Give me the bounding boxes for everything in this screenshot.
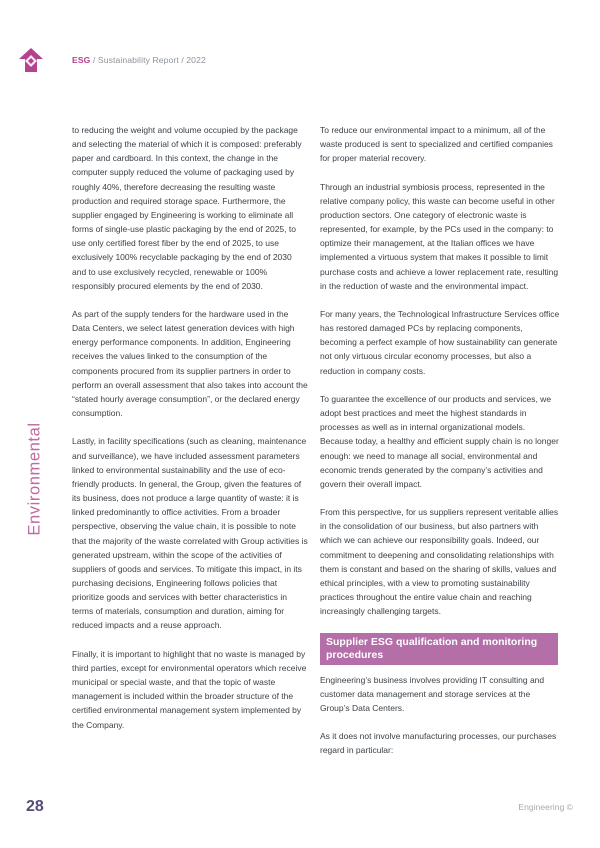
page-header bbox=[72, 55, 206, 65]
engineering-logo-icon bbox=[18, 47, 44, 73]
paragraph: As it does not involve manufacturing processes, our purchases regard in particular: bbox=[320, 731, 557, 756]
paragraph: To reduce our environmental impact to a minimum, all of the waste produced is sent to specialized and certified companies for proper material recovery. bbox=[320, 125, 553, 164]
right-column bbox=[320, 123, 560, 757]
side-section-label bbox=[25, 422, 44, 536]
paragraph: As part of the supply tenders for the hardware used in the Data Centers, we select latest generation devices with high energy performance components. In addition, Engineering receives the values linked to the consumption of the components procured from its supplier partners in order to perform an overall assessment that also takes into account the “stated hourly average consumption”, or the declared energy consumption. bbox=[72, 309, 308, 419]
paragraph: Through an industrial symbiosis process, represented in the relative company policy, this waste can become useful in other production sectors. One category of electronic waste is represented, for example, by the PCs used in the company: to optimize their management, at the Italian offices we have implemented a virtuous system that makes it possible to limit purchase costs and achieve a lower replacement rate, resulting in the reduction of waste and the environmental impact. bbox=[320, 181, 559, 291]
paragraph: Lastly, in facility specifications (such as cleaning, maintenance and surveillance), we have included assessment parameters linked to environmental sustainability and the use of eco-friendly products. In general, the Group, given the features of its business, does not produce a large quantity of waste: it is linked predominantly to office activities. From a broader perspective, observing the value chain, it is possible to note that the majority of the waste correlated with Group activities is generated upstream, within the scope of the activities of suppliers of goods and services. To mitigate this impact, in its purchasing decisions, Engineering follows policies that prioritize goods and services with better characteristics in terms of materials, consumption and duration, aiming for reduced impacts and a reuse approach. bbox=[72, 436, 308, 631]
left-column bbox=[72, 123, 308, 732]
paragraph: Engineering’s business involves providing IT consulting and customer data management and storage services at the Group’s Data Centers. bbox=[320, 674, 545, 713]
side-label-text: Environmental bbox=[25, 422, 44, 536]
header-breadcrumb: / Sustainability Report / 2022 bbox=[92, 55, 206, 65]
paragraph: Finally, it is important to highlight that no waste is managed by third parties, except for environmental operators which receive municipal or special waste, and that the topic of waste management is included within the broader structure of the certified environmental management system implemented by the Company. bbox=[72, 648, 307, 730]
header-section-label: ESG bbox=[72, 55, 91, 65]
footer-brand: Engineering © bbox=[518, 802, 573, 812]
section-heading: Supplier ESG qualification and monitoring procedures bbox=[320, 633, 558, 665]
paragraph: To guarantee the excellence of our products and services, we adopt best practices and meet the highest standards in processes as well as in internal organizational models. Because today, a healthy and efficient supply chain is no longer enough: we need to manage all social, environmental and economic trends generated by the company’s activities and govern their overall impact. bbox=[320, 393, 559, 489]
page-number: 28 bbox=[26, 798, 44, 815]
paragraph: to reducing the weight and volume occupied by the package and selecting the material of which it is composed: preferably paper and cardboard. In this context, the change in the computer supply reduced the volume of packaging used by roughly 40%, therefore decreasing the resulting waste production and required storage space. Furthermore, the supplier engaged by Engineering is working to eliminate all forms of single-use plastic packaging by the end of 2025, to use only certified forest fiber by the end of 2025, to use exclusively 100% recyclable packaging by the end of 2030 and to use exclusively recycled, renewable or 100% responsibly procured elements by the end of 2030. bbox=[72, 125, 302, 291]
paragraph: For many years, the Technological Infrastructure Services office has restored damaged PCs by replacing components, becoming a perfect example of how sustainability can generate not only virtuous circular economy processes, but also a reduction in company costs. bbox=[320, 309, 560, 376]
paragraph: From this perspective, for us suppliers represent veritable allies in the consolidation of our business, but also partners with which we can achieve our responsibility goals. Indeed, our commitment to deepening and consolidating relationships with them is constant and based on the sharing of skills, values and ethical principles, with a view to promoting sustainability practices throughout the entire value chain and reaching increasingly challenging targets. bbox=[320, 507, 559, 617]
